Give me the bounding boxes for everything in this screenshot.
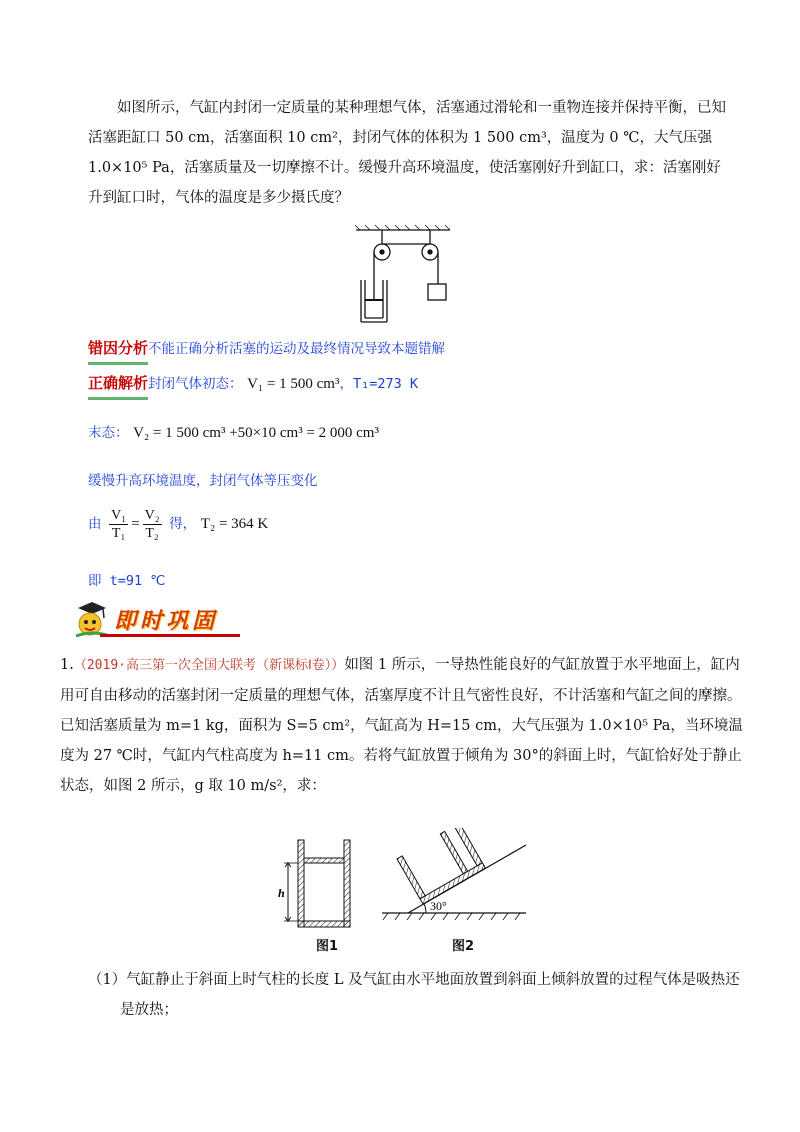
fig1-caption: 图1 <box>316 939 339 954</box>
figure-1-cylinder <box>276 835 356 935</box>
isobaric-note <box>88 466 728 496</box>
banner-underline <box>100 634 240 637</box>
error-analysis-text: 不能正确分析活塞的运动及最终情况导致本题错解 <box>148 341 446 357</box>
fig2-caption: 图2 <box>452 939 475 954</box>
f2-den: T₂ <box>145 525 159 541</box>
exercise-text: 如图 1 所示，一导热性能良好的气缸放置于水平地面上，缸内用可自由移动的活塞封闭一定质量的理想气体，活塞厚度不计且气密性良好，不计活塞和气缸之间的摩擦。已知活塞质量为 m=1 kg，面积为 S=5 cm²，气缸高为 H=15 cm，大气压强为 1.0×10⁵ Pa，当环境温度为 27 ℃时，气缸内气柱高度为 h=11 cm。若将气缸放置于倾角为 30°的斜面上时，气缸恰好处于静止状态，如图 2 所示，g 取 10 m/s²，求： <box>60 657 743 794</box>
exercise-source: （2019·高三第一次全国大联考（新课标Ⅰ卷）） <box>73 658 345 673</box>
result-text: 即 t=91 ℃ <box>88 573 166 589</box>
exercise-1 <box>60 650 750 801</box>
banner-title: 即时巩固 <box>114 608 219 634</box>
fig1-h-label: h <box>278 886 285 900</box>
t1-value: ，T₁=273 K <box>339 376 418 392</box>
figure-2-incline <box>378 828 528 926</box>
isobaric-text: 缓慢升高环境温度，封闭气体等压变化 <box>88 473 318 489</box>
get-text: 得， <box>169 516 197 532</box>
f2-num: V₂ <box>144 507 160 523</box>
equals-sign: = <box>131 516 140 532</box>
problem-text: 如图所示，气缸内封闭一定质量的某种理想气体，活塞通过滑轮和一重物连接并保持平衡，已知活塞距缸口 50 cm，活塞面积 10 cm²，封闭气体的体积为 1 500 cm³，温度为 0 ℃，大气压强 1.0×10⁵ Pa，活塞质量及一切摩擦不计。缓慢升高环境温度，使活塞刚好升到缸口，求：活塞刚好升到缸口时，气体的温度是多少摄氏度？ <box>88 100 726 206</box>
v1-formula: V₁ = 1 500 cm³ <box>247 376 340 392</box>
result <box>88 566 728 596</box>
t2-value: T₂ = 364 K <box>200 516 269 532</box>
final-label: 末态： <box>88 425 129 441</box>
by-text: 由 <box>88 516 102 532</box>
question-1: （1）气缸静止于斜面上时气柱的长度 L 及气缸由水平地面放置到斜面上倾斜放置的过程气体是吸热还是放热； <box>88 972 740 1018</box>
solution-label: 正确解析 <box>88 368 148 398</box>
section-banner <box>70 598 240 640</box>
pulley-figure <box>352 222 456 330</box>
gas-law-equation <box>88 502 728 546</box>
solution-final <box>88 418 728 448</box>
solution-initial <box>88 368 728 399</box>
error-analysis-label: 错因分析 <box>88 333 148 363</box>
error-analysis <box>88 333 728 364</box>
initial-label: 封闭气体初态： <box>148 376 243 392</box>
f1-den: T₁ <box>111 525 126 541</box>
fraction-v2-t2 <box>143 507 162 542</box>
fraction-v1-t1 <box>109 507 128 542</box>
f1-num: V₁ <box>111 507 127 523</box>
v2-formula: V₂ = 1 500 cm³ +50×10 cm³ = 2 000 cm³ <box>133 425 379 441</box>
fig2-angle-label: 30° <box>430 899 447 913</box>
exercise-number: 1. <box>60 657 74 673</box>
